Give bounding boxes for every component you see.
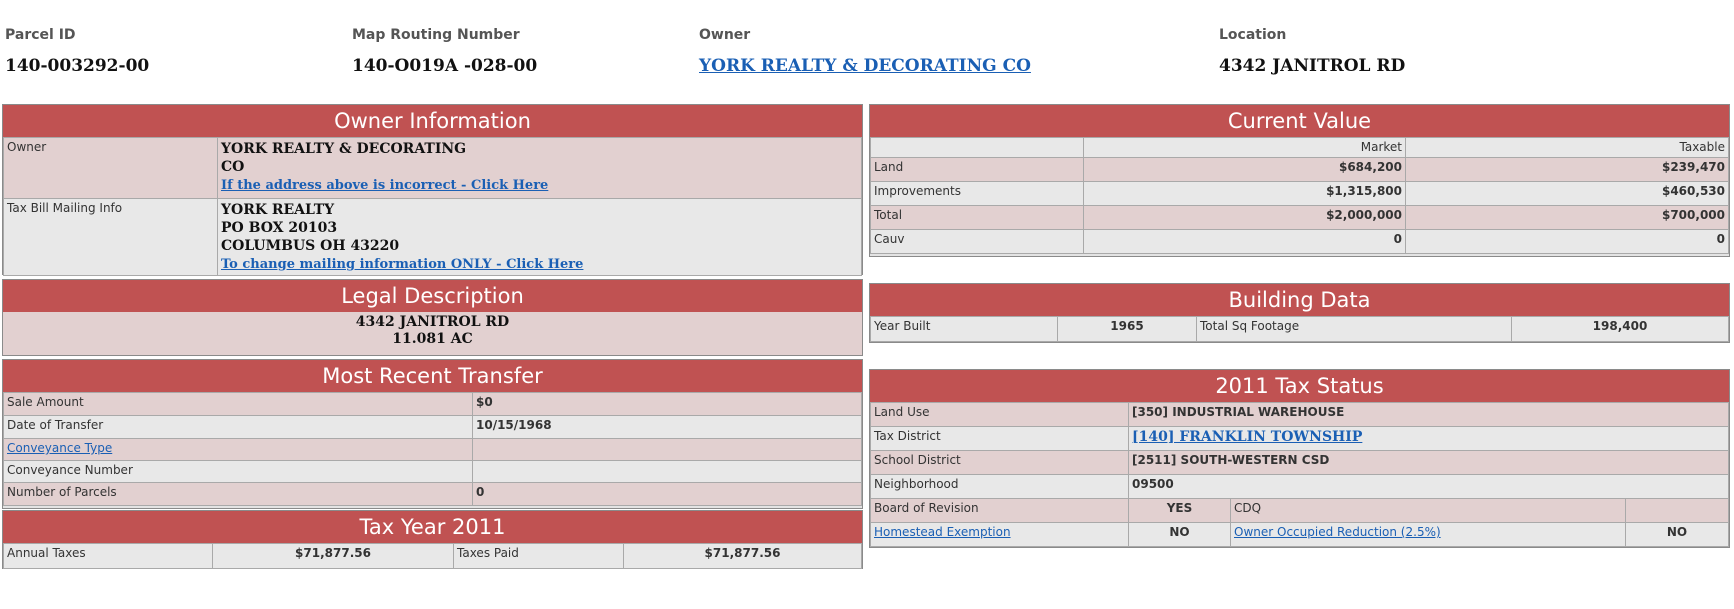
neighborhood-value: 09500 xyxy=(1129,475,1729,499)
improvements-market-value: $1,315,800 xyxy=(1084,182,1406,206)
building-data-title: Building Data xyxy=(870,284,1729,316)
homestead-exemption-link[interactable]: Homestead Exemption xyxy=(874,525,1011,539)
year-built-label: Year Built xyxy=(871,317,1058,342)
mailing-label: Tax Bill Mailing Info xyxy=(4,199,218,276)
map-routing-value: 140-O019A -028-00 xyxy=(352,56,538,76)
most-recent-transfer-title: Most Recent Transfer xyxy=(3,360,862,392)
date-of-transfer-label: Date of Transfer xyxy=(4,416,473,439)
total-sq-footage-label: Total Sq Footage xyxy=(1197,317,1512,342)
legal-description-panel xyxy=(2,279,863,356)
annual-taxes-value: $71,877.56 xyxy=(213,544,454,569)
conveyance-number-label: Conveyance Number xyxy=(4,461,473,483)
date-of-transfer-value: 10/15/1968 xyxy=(473,416,862,439)
current-value-title: Current Value xyxy=(870,105,1729,137)
address-incorrect-link[interactable]: If the address above is incorrect - Click Here xyxy=(221,178,549,193)
taxes-paid-value: $71,877.56 xyxy=(624,544,862,569)
location-label: Location xyxy=(1219,27,1287,43)
school-district-label: School District xyxy=(871,451,1129,475)
owner-name-line2: CO xyxy=(221,159,245,175)
land-market-value: $684,200 xyxy=(1084,158,1406,182)
owner-header-link[interactable]: YORK REALTY & DECORATING CO xyxy=(699,56,1031,76)
change-mailing-link[interactable]: To change mailing information ONLY - Click Here xyxy=(221,257,584,272)
neighborhood-label: Neighborhood xyxy=(871,475,1129,499)
owner-information-panel xyxy=(2,104,863,275)
legal-line2: 11.081 AC xyxy=(392,331,473,347)
school-district-value: [2511] SOUTH-WESTERN CSD xyxy=(1129,451,1729,475)
owner-name-line1: YORK REALTY & DECORATING xyxy=(221,141,467,157)
most-recent-transfer-panel xyxy=(2,359,863,509)
number-of-parcels-label: Number of Parcels xyxy=(4,483,473,506)
tax-status-panel xyxy=(869,369,1730,548)
mailing-line2: PO BOX 20103 xyxy=(221,220,338,236)
mailing-line3: COLUMBUS OH 43220 xyxy=(221,238,400,254)
location-value: 4342 JANITROL RD xyxy=(1219,56,1406,76)
market-column-header: Market xyxy=(1084,138,1406,158)
building-data-panel xyxy=(869,283,1730,343)
cauv-taxable-value: 0 xyxy=(1406,230,1729,254)
land-label: Land xyxy=(871,158,1084,182)
owner-information-title: Owner Information xyxy=(3,105,862,137)
total-market-value: $2,000,000 xyxy=(1084,206,1406,230)
year-built-value: 1965 xyxy=(1058,317,1197,342)
cdq-label: CDQ xyxy=(1231,499,1626,523)
sale-amount-label: Sale Amount xyxy=(4,393,473,416)
cdq-value xyxy=(1626,499,1729,523)
board-of-revision-value: YES xyxy=(1129,499,1231,523)
legal-line1: 4342 JANITROL RD xyxy=(355,314,510,330)
board-of-revision-label: Board of Revision xyxy=(871,499,1129,523)
total-taxable-value: $700,000 xyxy=(1406,206,1729,230)
owner-occupied-reduction-value: NO xyxy=(1626,523,1729,547)
land-use-label: Land Use xyxy=(871,403,1129,427)
mailing-line1: YORK REALTY xyxy=(221,202,335,218)
owner-header-label: Owner xyxy=(699,27,751,43)
parcel-id-value: 140-003292-00 xyxy=(5,56,150,76)
sale-amount-value: $0 xyxy=(473,393,862,416)
cauv-market-value: 0 xyxy=(1084,230,1406,254)
tax-year-panel xyxy=(2,510,863,569)
total-sq-footage-value: 198,400 xyxy=(1512,317,1729,342)
tax-district-label: Tax District xyxy=(871,427,1129,451)
improvements-taxable-value: $460,530 xyxy=(1406,182,1729,206)
taxes-paid-label: Taxes Paid xyxy=(454,544,624,569)
taxable-column-header: Taxable xyxy=(1406,138,1729,158)
land-use-value: [350] INDUSTRIAL WAREHOUSE xyxy=(1129,403,1729,427)
map-routing-label: Map Routing Number xyxy=(352,27,520,43)
current-value-panel xyxy=(869,104,1730,257)
conveyance-number-value xyxy=(473,461,862,483)
owner-label: Owner xyxy=(4,138,218,199)
number-of-parcels-value: 0 xyxy=(473,483,862,506)
legal-description-title: Legal Description xyxy=(3,280,862,312)
total-label: Total xyxy=(871,206,1084,230)
tax-year-title: Tax Year 2011 xyxy=(3,511,862,543)
conveyance-type-value xyxy=(473,439,862,461)
owner-occupied-reduction-link[interactable]: Owner Occupied Reduction (2.5%) xyxy=(1234,525,1441,539)
conveyance-type-link[interactable]: Conveyance Type xyxy=(7,441,113,455)
annual-taxes-label: Annual Taxes xyxy=(4,544,213,569)
improvements-label: Improvements xyxy=(871,182,1084,206)
parcel-id-label: Parcel ID xyxy=(5,27,76,43)
tax-status-title: 2011 Tax Status xyxy=(870,370,1729,402)
homestead-exemption-value: NO xyxy=(1129,523,1231,547)
land-taxable-value: $239,470 xyxy=(1406,158,1729,182)
cauv-label: Cauv xyxy=(871,230,1084,254)
tax-district-link[interactable]: [140] FRANKLIN TOWNSHIP xyxy=(1132,429,1363,445)
